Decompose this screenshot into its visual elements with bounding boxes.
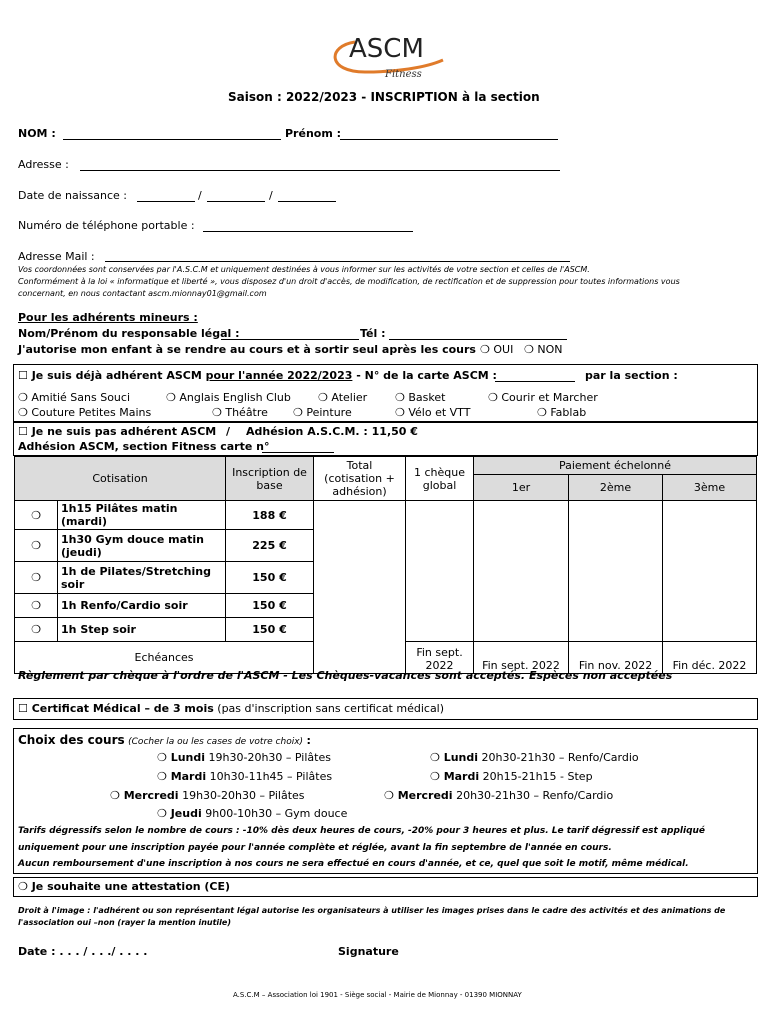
choix-detail: 20h30-21h30 – Renfo/Cardio xyxy=(481,751,639,764)
date-label: Date : . . . / . . ./ . . . . xyxy=(18,945,148,958)
echeance-cheque: Fin sept. 2022 xyxy=(406,642,474,674)
deja-carte-label: - N° de la carte ASCM : xyxy=(352,369,497,382)
attestation-radio-label[interactable]: ❍ Je souhaite une attestation (CE) xyxy=(18,880,231,893)
droit-image-line-2: l'association oui –non (rayer la mention inutile) xyxy=(18,918,231,927)
choix-day: ❍ Mercredi xyxy=(110,789,179,802)
choix-day: ❍ Lundi xyxy=(430,751,479,764)
row-prix: 225 € xyxy=(226,530,314,562)
choix-lundi-renfo[interactable] xyxy=(430,751,639,764)
date-month-field[interactable] xyxy=(207,201,265,202)
telephone-label: Numéro de téléphone portable : xyxy=(18,219,195,232)
responsable-label: Nom/Prénom du responsable légal : xyxy=(18,327,240,340)
choix-colon: : xyxy=(306,734,311,747)
certificat-line xyxy=(18,702,444,715)
row-cours: 1h30 Gym douce matin (jeudi) xyxy=(58,530,226,562)
certificat-checkbox-label[interactable]: ☐ Certificat Médical – de 3 mois xyxy=(18,702,214,715)
tel-field[interactable] xyxy=(389,339,567,340)
tarifs-line-2: uniquement pour une inscription payée pour l'année complète et réglée, avant la fin septembre de l'année en cours. xyxy=(18,843,612,853)
prenom-label: Prénom : xyxy=(285,127,342,140)
privacy-line-1: Vos coordonnées sont conservées par l'A.S.C.M et uniquement destinées à vous informer sur les activités de votre section et celles de l'ASCM. xyxy=(18,265,590,274)
choix-detail: 9h00-10h30 – Gym douce xyxy=(205,807,348,820)
choix-detail: 19h30-20h30 – Pilâtes xyxy=(182,789,305,802)
tarifs-line-3: Aucun remboursement d'une inscription à nos cours ne sera effectué en cours d'année, et ce, quel que soit le motif, même médical. xyxy=(18,859,689,869)
echeance-p2: Fin nov. 2022 xyxy=(569,642,663,674)
choix-mardi-step[interactable] xyxy=(430,770,593,783)
deja-annee: pour l'année 2022/2023 xyxy=(205,369,353,382)
choix-mercredi-pilates[interactable] xyxy=(110,789,305,802)
section-couture[interactable]: ❍ Couture Petites Mains xyxy=(18,406,152,419)
page-title: Saison : 2022/2023 - INSCRIPTION à la section xyxy=(228,90,540,104)
section-amitie[interactable]: ❍ Amitié Sans Souci xyxy=(18,391,130,404)
echeance-p1: Fin sept. 2022 xyxy=(474,642,569,674)
section-fablab[interactable]: ❍ Fablab xyxy=(537,406,587,419)
par-section-label: par la section : xyxy=(585,369,678,382)
header-inscription: Inscription de base xyxy=(226,457,314,501)
fitness-carte-label: Adhésion ASCM, section Fitness carte n° xyxy=(18,440,270,453)
section-velo[interactable]: ❍ Vélo et VTT xyxy=(395,406,471,419)
deja-adherent-line xyxy=(18,369,497,382)
logo-subtext: Fitness xyxy=(385,69,422,80)
row-radio[interactable]: ❍ xyxy=(15,501,58,530)
pas-adherent-checkbox-label[interactable]: ☐ Je ne suis pas adhérent ASCM xyxy=(18,425,217,438)
signature-label: Signature xyxy=(338,945,399,958)
minors-heading-text: Pour les adhérents mineurs : xyxy=(18,311,198,324)
cotisation-table xyxy=(14,456,757,674)
echeance-p3: Fin déc. 2022 xyxy=(663,642,757,674)
prenom-field[interactable] xyxy=(340,139,558,140)
droit-image-line-1: Droit à l'image : l'adhérent ou son représentant légal autorise les organisateurs à utiliser les images prises dans le cadre des activités et des animations de xyxy=(18,906,726,915)
date-sep-1: / xyxy=(198,189,202,202)
choix-detail: 10h30-11h45 – Pilâtes xyxy=(209,770,333,783)
p2-cell[interactable] xyxy=(569,501,663,642)
section-theatre[interactable]: ❍ Théâtre xyxy=(212,406,268,419)
row-prix: 188 € xyxy=(226,501,314,530)
choix-day: ❍ Mercredi xyxy=(384,789,453,802)
choix-day: ❍ Lundi xyxy=(157,751,206,764)
certificat-note: (pas d'inscription sans certificat médical) xyxy=(217,702,445,715)
choix-lundi-pilates[interactable] xyxy=(157,751,331,764)
row-radio[interactable]: ❍ xyxy=(15,618,58,642)
date-year-field[interactable] xyxy=(278,201,336,202)
p1-cell[interactable] xyxy=(474,501,569,642)
row-radio[interactable]: ❍ xyxy=(15,562,58,594)
echeances-label: Echéances xyxy=(15,642,314,674)
cheque-cell[interactable] xyxy=(406,501,474,642)
choix-mardi-pilates[interactable] xyxy=(157,770,332,783)
header-total: Total (cotisation + adhésion) xyxy=(314,457,406,501)
logo-text: ASCM xyxy=(349,34,424,64)
pas-adherent-slash: / xyxy=(226,425,231,438)
date-sep-2: / xyxy=(269,189,273,202)
choix-mercredi-renfo[interactable] xyxy=(384,789,613,802)
deja-adherent-checkbox-label[interactable]: ☐ Je suis déjà adhérent ASCM xyxy=(18,369,206,382)
autorise-text: J'autorise mon enfant à se rendre au cours et à sortir seul après les cours xyxy=(18,343,476,356)
adresse-field[interactable] xyxy=(80,170,560,171)
nom-field[interactable] xyxy=(63,139,281,140)
footer: A.S.C.M – Association loi 1901 - Siège social - Mairie de Mionnay - 01390 MIONNAY xyxy=(233,991,522,999)
header-cotisation: Cotisation xyxy=(15,457,226,501)
choix-jeudi-gym[interactable] xyxy=(157,807,347,820)
row-cours: 1h15 Pilâtes matin (mardi) xyxy=(58,501,226,530)
logo xyxy=(325,32,450,84)
header-paiement: Paiement échelonné xyxy=(474,457,757,475)
non-radio[interactable]: ❍ NON xyxy=(524,343,563,356)
section-atelier[interactable]: ❍ Atelier xyxy=(318,391,368,404)
mail-label: Adresse Mail : xyxy=(18,250,95,263)
choix-detail: 19h30-20h30 – Pilâtes xyxy=(208,751,331,764)
row-cours: 1h de Pilates/Stretching soir xyxy=(58,562,226,594)
choix-heading: Choix des cours xyxy=(18,733,125,747)
row-prix: 150 € xyxy=(226,594,314,618)
adresse-label: Adresse : xyxy=(18,158,69,171)
header-p1: 1er xyxy=(474,475,569,501)
tel-label: Tél : xyxy=(360,327,386,340)
header-p3: 3ème xyxy=(663,475,757,501)
oui-radio[interactable]: ❍ OUI xyxy=(480,343,514,356)
section-anglais[interactable]: ❍ Anglais English Club xyxy=(166,391,291,404)
choix-day: ❍ Jeudi xyxy=(157,807,202,820)
row-prix: 150 € xyxy=(226,618,314,642)
choix-detail: 20h15-21h15 - Step xyxy=(482,770,593,783)
row-radio[interactable]: ❍ xyxy=(15,594,58,618)
privacy-line-2: Conformément à la loi « informatique et liberté », vous disposez d'un droit d'accès, de modification, de rectification et de suppression pour toutes informations vous xyxy=(18,277,680,286)
telephone-field[interactable] xyxy=(203,231,413,232)
reglement-text: Règlement par chèque à l'ordre de l'ASCM - Les Chèques-vacances sont acceptés. Espèces non acceptées xyxy=(18,669,673,682)
choix-day: ❍ Mardi xyxy=(430,770,480,783)
header-p2: 2ème xyxy=(569,475,663,501)
adhesion-price: Adhésion A.S.C.M. : 11,50 € xyxy=(246,425,418,438)
total-cell[interactable] xyxy=(314,501,406,674)
section-courir[interactable]: ❍ Courir et Marcher xyxy=(488,391,598,404)
privacy-line-3: concernant, en nous contactant ascm.mionnay01@gmail.com xyxy=(18,289,267,298)
fitness-carte-field[interactable] xyxy=(262,452,334,453)
row-prix: 150 € xyxy=(226,562,314,594)
section-basket[interactable]: ❍ Basket xyxy=(395,391,446,404)
choix-heading-line xyxy=(18,733,311,747)
row-cours: 1h Renfo/Cardio soir xyxy=(58,594,226,618)
carte-number-field[interactable] xyxy=(495,381,575,382)
minors-heading xyxy=(18,311,198,324)
responsable-field[interactable] xyxy=(221,339,359,340)
choix-hint: (Cocher la ou les cases de votre choix) xyxy=(128,737,304,747)
row-cours: 1h Step soir xyxy=(58,618,226,642)
date-naissance-label: Date de naissance : xyxy=(18,189,127,202)
row-radio[interactable]: ❍ xyxy=(15,530,58,562)
p3-cell[interactable] xyxy=(663,501,757,642)
header-cheque: 1 chèque global xyxy=(406,457,474,501)
date-day-field[interactable] xyxy=(137,201,195,202)
tarifs-line-1: Tarifs dégressifs selon le nombre de cours : -10% dès deux heures de cours, -20% pour 3 heures et plus. Le tarif dégressif est appliqué xyxy=(18,826,706,836)
choix-day: ❍ Mardi xyxy=(157,770,207,783)
section-peinture[interactable]: ❍ Peinture xyxy=(293,406,352,419)
choix-detail: 20h30-21h30 – Renfo/Cardio xyxy=(456,789,614,802)
mail-field[interactable] xyxy=(105,261,570,262)
nom-label: NOM : xyxy=(18,127,56,140)
